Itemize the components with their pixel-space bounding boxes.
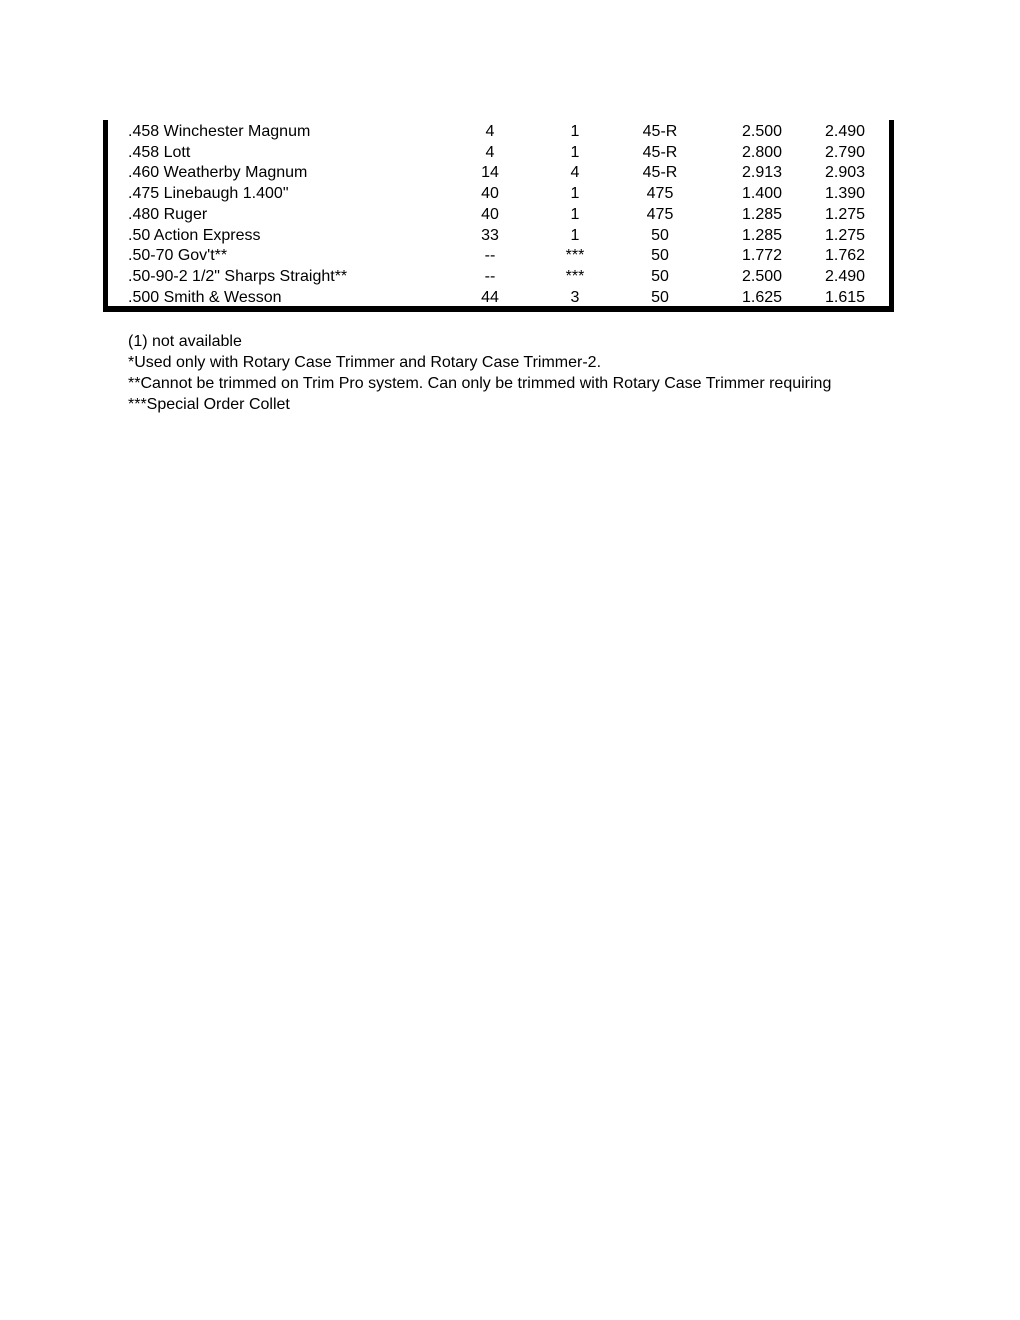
table-row bbox=[108, 183, 889, 204]
footnote-triple-asterisk: ***Special Order Collet bbox=[128, 396, 290, 413]
shell-holder-value: -- bbox=[484, 268, 496, 285]
pilot-value: 3 bbox=[570, 289, 580, 306]
shell-holder-value: 4 bbox=[485, 123, 495, 140]
collet-value: 45-R bbox=[642, 144, 678, 161]
table-row bbox=[108, 245, 889, 266]
trim-length-value: 2.490 bbox=[824, 123, 866, 140]
pilot-value: 1 bbox=[570, 206, 580, 223]
max-length-value: 1.400 bbox=[741, 185, 783, 202]
collet-value: 475 bbox=[646, 185, 674, 202]
shell-holder-value: 40 bbox=[481, 206, 499, 223]
table-row bbox=[108, 225, 889, 246]
max-length-value: 1.285 bbox=[741, 206, 783, 223]
max-length-value: 1.625 bbox=[741, 289, 783, 306]
footnote-single-asterisk: *Used only with Rotary Case Trimmer and Rotary Case Trimmer-2. bbox=[128, 354, 602, 371]
max-length-value: 2.913 bbox=[741, 164, 783, 181]
cartridge-name: .460 Weatherby Magnum bbox=[128, 164, 308, 181]
trim-length-value: 1.615 bbox=[824, 289, 866, 306]
cartridge-name: .50-90-2 1/2" Sharps Straight** bbox=[128, 268, 348, 285]
cartridge-name: .475 Linebaugh 1.400" bbox=[128, 185, 289, 202]
max-length-value: 2.500 bbox=[741, 268, 783, 285]
collet-value: 475 bbox=[646, 206, 674, 223]
shell-holder-value: 33 bbox=[481, 227, 499, 244]
pilot-value: 1 bbox=[570, 227, 580, 244]
trim-length-value: 2.790 bbox=[824, 144, 866, 161]
shell-holder-value: 40 bbox=[481, 185, 499, 202]
trim-length-value: 1.275 bbox=[824, 206, 866, 223]
table-row bbox=[108, 162, 889, 183]
pilot-value: 4 bbox=[570, 164, 580, 181]
footnote-not-available: (1) not available bbox=[128, 333, 242, 350]
table-row bbox=[108, 142, 889, 163]
shell-holder-value: 14 bbox=[481, 164, 499, 181]
collet-value: 50 bbox=[651, 268, 669, 285]
max-length-value: 1.772 bbox=[741, 247, 783, 264]
shell-holder-value: 44 bbox=[481, 289, 499, 306]
pilot-value: *** bbox=[565, 247, 585, 264]
cartridge-table bbox=[103, 120, 894, 312]
pilot-value: 1 bbox=[570, 144, 580, 161]
table-row bbox=[108, 204, 889, 225]
pilot-value: 1 bbox=[570, 123, 580, 140]
footnotes bbox=[128, 331, 831, 415]
max-length-value: 1.285 bbox=[741, 227, 783, 244]
table-row bbox=[108, 266, 889, 287]
cartridge-name: .458 Lott bbox=[128, 144, 191, 161]
cartridge-name: .500 Smith & Wesson bbox=[128, 289, 282, 306]
collet-value: 50 bbox=[651, 247, 669, 264]
cartridge-name: .480 Ruger bbox=[128, 206, 208, 223]
cartridge-name: .50-70 Gov't** bbox=[128, 247, 228, 264]
pilot-value: *** bbox=[565, 268, 585, 285]
collet-value: 45-R bbox=[642, 164, 678, 181]
collet-value: 50 bbox=[651, 227, 669, 244]
collet-value: 45-R bbox=[642, 123, 678, 140]
shell-holder-value: 4 bbox=[485, 144, 495, 161]
trim-length-value: 2.490 bbox=[824, 268, 866, 285]
table-row bbox=[108, 121, 889, 142]
collet-value: 50 bbox=[651, 289, 669, 306]
cartridge-name: .458 Winchester Magnum bbox=[128, 123, 311, 140]
cartridge-name: .50 Action Express bbox=[128, 227, 261, 244]
trim-length-value: 1.390 bbox=[824, 185, 866, 202]
pilot-value: 1 bbox=[570, 185, 580, 202]
shell-holder-value: -- bbox=[484, 247, 496, 264]
max-length-value: 2.500 bbox=[741, 123, 783, 140]
footnote-double-asterisk: **Cannot be trimmed on Trim Pro system. Can only be trimmed with Rotary Case Trimmer requiring bbox=[128, 375, 832, 392]
trim-length-value: 1.762 bbox=[824, 247, 866, 264]
max-length-value: 2.800 bbox=[741, 144, 783, 161]
trim-length-value: 1.275 bbox=[824, 227, 866, 244]
trim-length-value: 2.903 bbox=[824, 164, 866, 181]
table-row bbox=[108, 287, 889, 308]
